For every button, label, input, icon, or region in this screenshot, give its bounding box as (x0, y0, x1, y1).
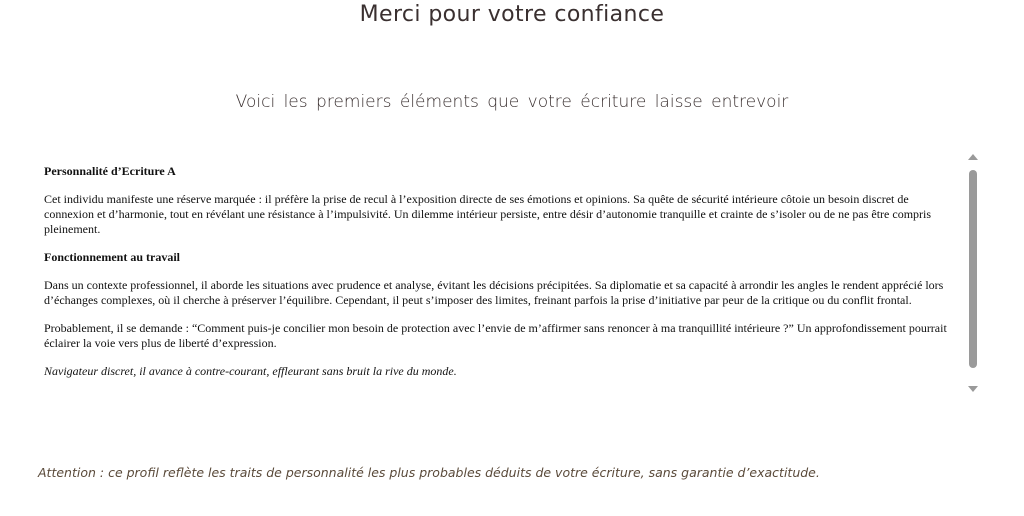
question-paragraph: Probablement, il se demande : “Comment puis-je concilier mon besoin de protection avec l’envie de m’affirmer sans renoncer à ma tranquillité intérieure ?” Un approfondissement pourrait éclairer la voie vers plus de liberté d’expression. (44, 321, 947, 350)
scroll-up-arrow-icon[interactable] (968, 154, 978, 160)
scroll-down-arrow-icon[interactable] (968, 386, 978, 392)
scrollbar-thumb[interactable] (969, 170, 977, 368)
page-subtitle: Voici les premiers éléments que votre écriture laisse entrevoir (235, 92, 789, 112)
vertical-scrollbar[interactable] (966, 152, 980, 398)
section-heading-work: Fonctionnement au travail (44, 250, 180, 264)
page-title: Merci pour votre confiance (359, 2, 665, 27)
profile-text-panel[interactable] (44, 160, 956, 398)
disclaimer-text: Attention : ce profil reflète les traits de personnalité les plus probables déduits de votre écriture, sans garantie d’exactitude. (38, 465, 820, 480)
personality-paragraph: Cet individu manifeste une réserve marquée : il préfère la prise de recul à l’exposition directe de ses émotions et opinions. Sa quête de sécurité intérieure côtoie un besoin discret de connexion et d’harmonie, tout en révélant une résistance à l’impulsivité. Un dilemme intérieur persiste, entre désir d’autonomie tranquille et crainte de s’isoler ou de ne pas être compris pleinement. (44, 192, 932, 236)
work-paragraph: Dans un contexte professionnel, il aborde les situations avec prudence et analyse, évitant les décisions précipitées. Sa diplomatie et sa capacité à arrondir les angles le rendent apprécié lors d’échanges complexes, où il cherche à préserver l’équilibre. Cependant, il peut s’imposer des limites, freinant parfois la prise d’initiative par peur de la critique ou du conflit frontal. (44, 278, 944, 307)
section-heading-personality: Personnalité d’Ecriture A (44, 164, 176, 178)
motto-text: Navigateur discret, il avance à contre-courant, effleurant sans bruit la rive du monde. (44, 364, 457, 378)
